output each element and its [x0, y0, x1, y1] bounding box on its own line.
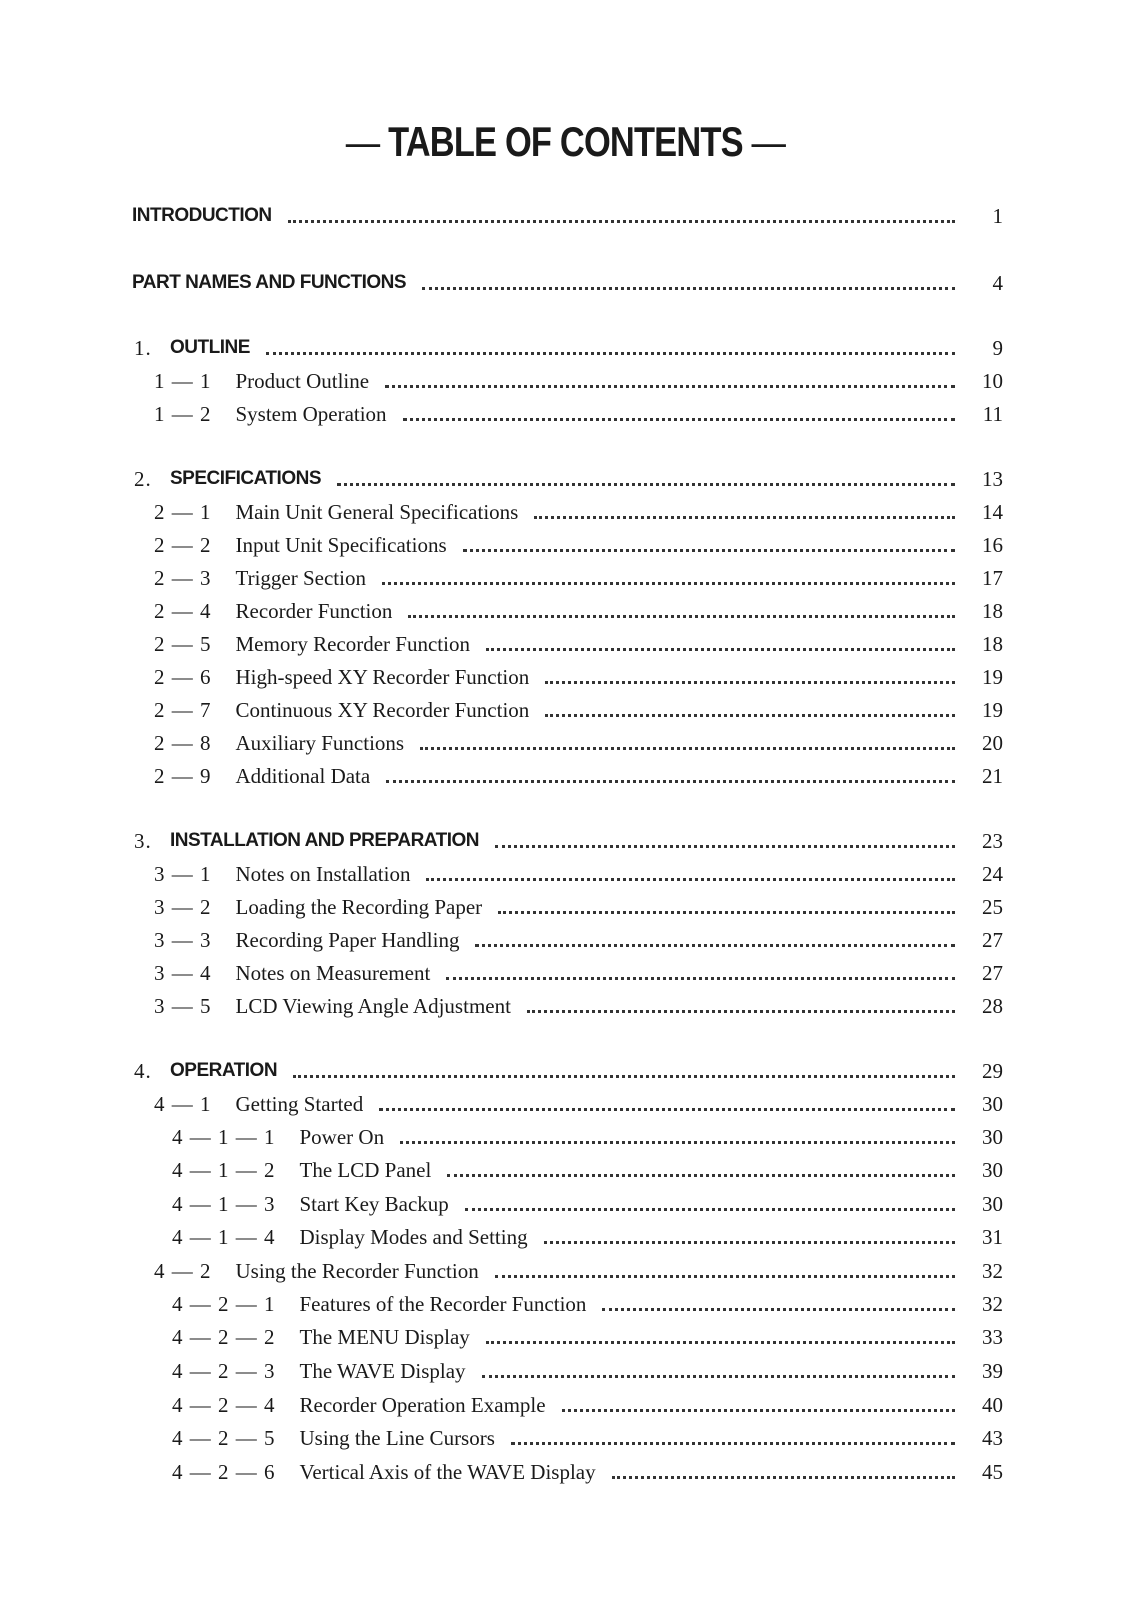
toc-entry-number: 1 — 2 [154, 402, 212, 426]
toc-entry-page: 1 [992, 204, 1003, 228]
toc-entry [172, 1457, 1003, 1487]
toc-entry-page: 30 [982, 1192, 1003, 1216]
title-text: TABLE OF CONTENTS [388, 118, 743, 165]
dot-leader [562, 1407, 955, 1412]
toc-entry-label: The WAVE Display [299, 1359, 466, 1383]
dot-leader [527, 1008, 955, 1013]
toc-entry [134, 1056, 1003, 1086]
toc-entry [154, 596, 1003, 626]
dot-leader [495, 843, 955, 848]
toc-entry-number: 2 — 7 [154, 698, 212, 722]
toc-entry-number: 1 — 1 [154, 369, 212, 393]
dot-leader [426, 876, 955, 881]
toc-entry-page: 18 [982, 599, 1003, 623]
toc-entry-page: 33 [982, 1325, 1003, 1349]
toc-entry [154, 859, 1003, 889]
dot-leader [465, 1206, 955, 1211]
toc-entry-label: Notes on Installation [235, 862, 411, 886]
toc-entry-number: 4 — 1 — 3 [172, 1192, 276, 1216]
toc-entry-page: 17 [982, 566, 1003, 590]
toc-entry-number: 2 — 6 [154, 665, 212, 689]
toc-entry-page: 32 [982, 1259, 1003, 1283]
toc-entry-page: 4 [992, 271, 1003, 295]
toc-entry-page: 32 [982, 1292, 1003, 1316]
dot-leader [288, 218, 955, 223]
toc-entry [154, 925, 1003, 955]
dot-leader [463, 547, 955, 552]
page-title [102, 118, 1029, 166]
toc-entry [154, 761, 1003, 791]
toc-entry-label: Display Modes and Setting [299, 1225, 528, 1249]
toc-entry [172, 1390, 1003, 1420]
toc-entry-page: 13 [982, 467, 1003, 491]
toc-entry-label: System Operation [235, 402, 387, 426]
toc-entry-label: Getting Started [235, 1092, 364, 1116]
toc-entry [154, 1256, 1003, 1286]
toc-entry-number: 3. [134, 829, 152, 853]
dot-leader [446, 975, 955, 980]
toc-entry [172, 1322, 1003, 1352]
dot-leader [447, 1172, 955, 1177]
dot-leader [293, 1073, 955, 1078]
toc-entry-number: 2 — 1 [154, 500, 212, 524]
dot-leader [612, 1474, 955, 1479]
toc-entry [154, 563, 1003, 593]
toc-entry-page: 19 [982, 698, 1003, 722]
toc-entry-label: SPECIFICATIONS [170, 468, 321, 489]
toc-entry-label: Features of the Recorder Function [299, 1292, 587, 1316]
dot-leader [400, 1139, 955, 1144]
toc-entry-page: 29 [982, 1059, 1003, 1083]
toc-entry [154, 892, 1003, 922]
toc-entry-number: 2 — 5 [154, 632, 212, 656]
toc-entry-label: PART NAMES AND FUNCTIONS [132, 272, 407, 293]
toc-entry [172, 1289, 1003, 1319]
toc-entry [154, 695, 1003, 725]
toc-entry [154, 530, 1003, 560]
toc-entry-number: 2 — 2 [154, 533, 212, 557]
toc-entry-page: 45 [982, 1460, 1003, 1484]
toc-entry [154, 1089, 1003, 1119]
toc-entry-page: 30 [982, 1092, 1003, 1116]
toc-entry-label: Recording Paper Handling [235, 928, 460, 952]
toc-entry-page: 24 [982, 862, 1003, 886]
toc-entry-page: 40 [982, 1393, 1003, 1417]
toc-entry-page: 25 [982, 895, 1003, 919]
dot-leader [475, 942, 955, 947]
toc-entry [172, 1189, 1003, 1219]
toc-entry-number: 3 — 4 [154, 961, 212, 985]
toc-entry-page: 10 [982, 369, 1003, 393]
dot-leader [486, 1339, 955, 1344]
toc-entry-number: 4 — 2 [154, 1259, 212, 1283]
toc-entry-number: 3 — 3 [154, 928, 212, 952]
toc-entry-label: High-speed XY Recorder Function [235, 665, 530, 689]
toc-entry-number: 1. [134, 336, 152, 360]
toc-entry-page: 16 [982, 533, 1003, 557]
toc-entry-label: OUTLINE [170, 337, 250, 358]
toc-entry-number: 2 — 9 [154, 764, 212, 788]
toc-entry-number: 4 — 2 — 1 [172, 1292, 276, 1316]
toc-entry [154, 399, 1003, 429]
toc-entry-number: 4 — 2 — 5 [172, 1426, 276, 1450]
toc-entry-page: 19 [982, 665, 1003, 689]
dot-leader [545, 679, 955, 684]
dot-leader [385, 383, 955, 388]
dot-leader [545, 712, 955, 717]
dot-leader [534, 514, 955, 519]
toc-entry-number: 3 — 2 [154, 895, 212, 919]
toc-entry-label: Using the Recorder Function [235, 1259, 479, 1283]
dot-leader [337, 481, 955, 486]
dot-leader [420, 745, 955, 750]
toc-entry [172, 1356, 1003, 1386]
toc-entry-label: INSTALLATION AND PREPARATION [170, 830, 479, 851]
toc-entry-page: 14 [982, 500, 1003, 524]
toc-entry-page: 30 [982, 1158, 1003, 1182]
toc-entry-number: 4 — 2 — 3 [172, 1359, 276, 1383]
dot-leader [379, 1106, 955, 1111]
toc-entry [134, 464, 1003, 494]
toc-entry-label: Product Outline [235, 369, 370, 393]
toc-entry-label: Start Key Backup [299, 1192, 449, 1216]
toc-entry-label: Continuous XY Recorder Function [235, 698, 530, 722]
toc-entry [172, 1155, 1003, 1185]
toc-entry-number: 4 — 2 — 2 [172, 1325, 276, 1349]
toc-entry-label: Recorder Function [235, 599, 393, 623]
dot-leader [544, 1239, 955, 1244]
toc-entry-number: 2 — 3 [154, 566, 212, 590]
toc-entry-page: 20 [982, 731, 1003, 755]
toc-entry-page: 23 [982, 829, 1003, 853]
toc-entry-page: 9 [992, 336, 1003, 360]
toc-entry-label: Loading the Recording Paper [235, 895, 483, 919]
toc-entry [172, 1222, 1003, 1252]
toc-entry-page: 18 [982, 632, 1003, 656]
toc-entry-number: 4. [134, 1059, 152, 1083]
toc-entry [132, 201, 1003, 231]
dot-leader [498, 909, 955, 914]
toc-entry [154, 728, 1003, 758]
dot-leader [408, 613, 955, 618]
dot-leader [495, 1273, 955, 1278]
toc-entry-label: Main Unit General Specifications [235, 500, 519, 524]
dot-leader [482, 1373, 955, 1378]
toc-entry [154, 662, 1003, 692]
toc-entry-label: The LCD Panel [299, 1158, 432, 1182]
toc-entry-page: 28 [982, 994, 1003, 1018]
toc-entry [132, 268, 1003, 298]
toc-entry [154, 497, 1003, 527]
toc-entry-label: LCD Viewing Angle Adjustment [235, 994, 511, 1018]
toc-entry-page: 21 [982, 764, 1003, 788]
toc-entry-label: The MENU Display [299, 1325, 470, 1349]
dot-leader [422, 285, 955, 290]
toc-entry-number: 4 — 1 — 4 [172, 1225, 276, 1249]
toc-entry-page: 39 [982, 1359, 1003, 1383]
toc-entry-number: 4 — 1 [154, 1092, 212, 1116]
toc-entry [154, 991, 1003, 1021]
toc-entry-label: Trigger Section [235, 566, 366, 590]
toc-entry [154, 629, 1003, 659]
toc-entry-number: 3 — 1 [154, 862, 212, 886]
toc-entry-page: 27 [982, 928, 1003, 952]
toc-entry-label: Vertical Axis of the WAVE Display [299, 1460, 596, 1484]
dot-leader [386, 778, 955, 783]
toc-entry-number: 4 — 2 — 4 [172, 1393, 276, 1417]
toc-entry [134, 333, 1003, 363]
toc-entry-label: OPERATION [170, 1060, 278, 1081]
toc-entry-number: 4 — 2 — 6 [172, 1460, 276, 1484]
toc-entry-page: 43 [982, 1426, 1003, 1450]
title-dash-left: — [345, 118, 380, 165]
toc-entry-number: 2 — 4 [154, 599, 212, 623]
toc-entry-label: Memory Recorder Function [235, 632, 470, 656]
toc-entry-label: Auxiliary Functions [235, 731, 405, 755]
dot-leader [511, 1440, 955, 1445]
toc-entry-page: 30 [982, 1125, 1003, 1149]
toc-entry [154, 958, 1003, 988]
toc-entry [172, 1122, 1003, 1152]
toc-entry-number: 2 — 8 [154, 731, 212, 755]
dot-leader [266, 350, 955, 355]
toc-entry-label: INTRODUCTION [132, 205, 272, 226]
dot-leader [602, 1306, 955, 1311]
toc-entry-label: Power On [299, 1125, 385, 1149]
toc-entry-label: Input Unit Specifications [235, 533, 447, 557]
toc-entry-number: 4 — 1 — 2 [172, 1158, 276, 1182]
toc-entry [172, 1423, 1003, 1453]
toc-entry-number: 3 — 5 [154, 994, 212, 1018]
dot-leader [382, 580, 955, 585]
toc-entry-page: 27 [982, 961, 1003, 985]
toc-entry-number: 2. [134, 467, 152, 491]
toc-entry-page: 11 [982, 402, 1003, 426]
toc-entry-label: Using the Line Cursors [299, 1426, 495, 1450]
toc-entry-label: Additional Data [235, 764, 371, 788]
toc-entry [154, 366, 1003, 396]
toc-entry-label: Recorder Operation Example [299, 1393, 546, 1417]
dot-leader [403, 416, 955, 421]
title-dash-right: — [751, 118, 786, 165]
toc-entry-number: 4 — 1 — 1 [172, 1125, 276, 1149]
dot-leader [486, 646, 955, 651]
toc-entry-page: 31 [982, 1225, 1003, 1249]
toc-entry [134, 826, 1003, 856]
toc-entry-label: Notes on Measurement [235, 961, 431, 985]
